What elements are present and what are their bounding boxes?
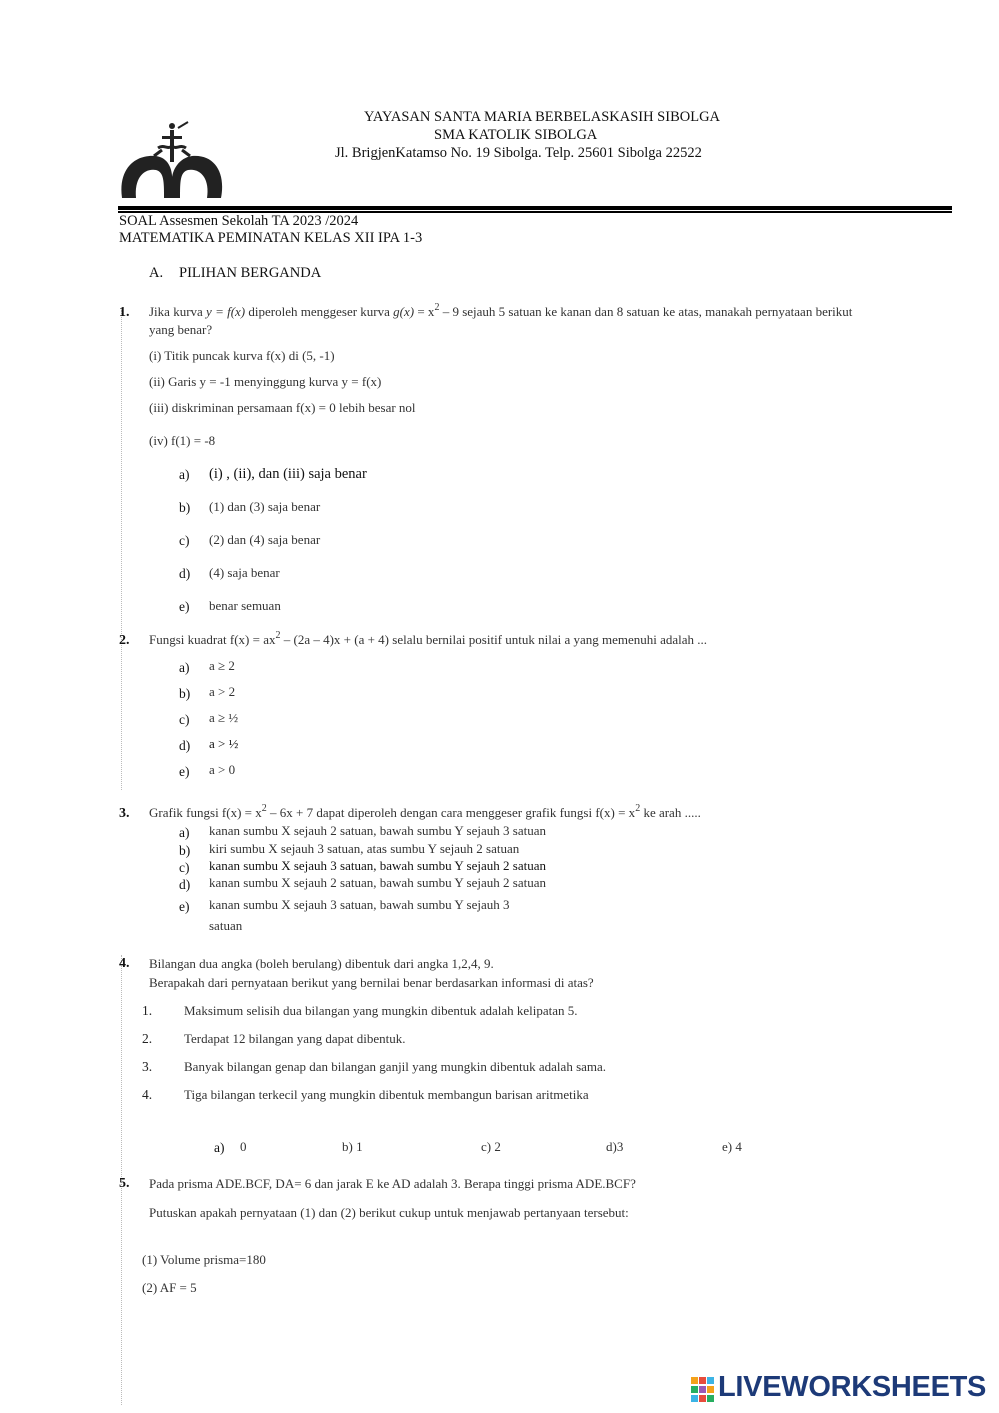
option-text: c) 2 [481, 1139, 501, 1154]
option-text: (1) dan (3) saja benar [209, 499, 321, 514]
option-label: e) [179, 599, 190, 614]
header-rule-thick [118, 206, 952, 210]
liveworksheets-watermark: LIVEWORKSHEETS [718, 1371, 987, 1403]
statement: (ii) Garis y = -1 menyinggung kurva y = f(x) [149, 374, 382, 389]
question-text: Pada prisma ADE.BCF, DA= 6 dan jarak E ke AD adalah 3. Berapa tinggi prisma ADE.BCF? [149, 1176, 636, 1191]
option-text: b) 1 [342, 1139, 363, 1154]
question-text: Jika kurva y = f(x) diperoleh menggeser kurva $g(x) = x^2 - 9$ sejauh 5 satuan ke kanan dan 8 satuan ke atas, manakah pernyataan berikut [149, 302, 853, 319]
question-text: Bilangan dua angka (boleh berulang) dibentuk dari angka 1,2,4, 9. [149, 956, 494, 971]
question-text: Fungsi kuadrat $f(x) = ax^2 - (2a - 4)x + (a + 4)$ selalu bernilai positif untuk nilai a yang memenuhi adalah ... [149, 630, 708, 647]
option-label: b) [179, 500, 191, 515]
option-text: kanan sumbu X sejauh 2 satuan, bawah sumbu Y sejauh 2 satuan [209, 875, 546, 890]
option-text: kiri sumbu X sejauh 3 satuan, atas sumbu Y sejauh 2 satuan [209, 841, 520, 856]
option-label: a) [179, 467, 190, 482]
question-number: 3. [119, 806, 130, 821]
option-label: e) [179, 899, 190, 914]
statement: (1) Volume prisma=180 [142, 1252, 266, 1267]
option-text: (2) dan (4) saja benar [209, 532, 321, 547]
option-label: d) [179, 738, 191, 753]
question-text-cont: yang benar? [149, 322, 213, 337]
option-label: d) [179, 566, 191, 581]
section-letter: A. [149, 265, 164, 281]
exam-title: SOAL Assesmen Sekolah TA 2023 /2024 [119, 213, 359, 229]
option-text: a > ½ [209, 736, 239, 751]
option-text: a ≥ 2 [209, 658, 235, 673]
option-text: d)3 [606, 1139, 624, 1154]
statement: Maksimum selisih dua bilangan yang mungkin dibentuk adalah kelipatan 5. [184, 1003, 578, 1018]
statement: (i) Titik puncak kurva f(x) di (5, -1) [149, 348, 335, 363]
question-number: 4. [119, 956, 130, 971]
option-text: kanan sumbu X sejauh 3 satuan, bawah sumbu Y sejauh 2 satuan [209, 858, 546, 873]
exam-subject: MATEMATIKA PEMINATAN KELAS XII IPA 1-3 [119, 230, 423, 246]
foundation-name: YAYASAN SANTA MARIA BERBELASKASIH SIBOLGA [364, 109, 721, 125]
option-text: benar semuan [209, 598, 281, 613]
option-label: b) [179, 686, 191, 701]
option-text: e) 4 [722, 1139, 742, 1154]
statement: (iii) diskriminan persamaan f(x) = 0 lebih besar nol [149, 400, 416, 415]
option-label: c) [179, 533, 190, 548]
option-text-cont: satuan [209, 918, 243, 933]
option-text: a ≥ ½ [209, 710, 239, 725]
option-label: a) [214, 1140, 225, 1155]
question-text: Grafik fungsi $f(x) = x^2 - 6x + 7$ dapat diperoleh dengan cara menggeser grafik fungsi $f(x) = x^2$ ke arah ..... [149, 803, 701, 820]
option-label: c) [179, 712, 190, 727]
school-address: Jl. BrigjenKatamso No. 19 Sibolga. Telp. 25601 Sibolga 22522 [335, 145, 702, 161]
liveworksheets-logo-icon [691, 1377, 715, 1403]
section-title: PILIHAN BERGANDA [179, 265, 322, 281]
school-logo [118, 120, 226, 204]
statement: Terdapat 12 bilangan yang dapat dibentuk. [184, 1031, 406, 1046]
statement: Tiga bilangan terkecil yang mungkin dibentuk membangun barisan aritmetika [184, 1087, 589, 1102]
question-number: 1. [119, 305, 130, 320]
question-number: 5. [119, 1176, 130, 1191]
statement-number: 1. [142, 1003, 153, 1018]
option-label: b) [179, 843, 191, 858]
option-text: a > 0 [209, 762, 236, 777]
school-name: SMA KATOLIK SIBOLGA [434, 127, 598, 143]
option-label: a) [179, 825, 190, 840]
option-text: kanan sumbu X sejauh 3 satuan, bawah sumbu Y sejauh 3 [209, 897, 510, 912]
question-text-cont: Putuskan apakah pernyataan (1) dan (2) berikut cukup untuk menjawab pertanyaan tersebut: [149, 1205, 629, 1220]
statement: Banyak bilangan genap dan bilangan ganjil yang mungkin dibentuk adalah sama. [184, 1059, 607, 1074]
option-label: c) [179, 860, 190, 875]
option-label: e) [179, 764, 190, 779]
statement-number: 4. [142, 1087, 153, 1102]
option-text: 0 [240, 1139, 247, 1154]
option-label: d) [179, 877, 191, 892]
option-text: (i) , (ii), dan (iii) saja benar [209, 466, 367, 482]
option-label: a) [179, 660, 190, 675]
margin-line [121, 310, 122, 790]
question-text-cont: Berapakah dari pernyataan berikut yang bernilai benar berdasarkan informasi di atas? [149, 975, 594, 990]
option-text: a > 2 [209, 684, 236, 699]
statement-number: 2. [142, 1031, 153, 1046]
option-text: kanan sumbu X sejauh 2 satuan, bawah sumbu Y sejauh 3 satuan [209, 823, 546, 838]
statement-number: 3. [142, 1059, 153, 1074]
statement: (iv) f(1) = -8 [149, 433, 216, 448]
statement: (2) AF = 5 [142, 1280, 197, 1295]
option-text: (4) saja benar [209, 565, 280, 580]
question-number: 2. [119, 633, 130, 648]
